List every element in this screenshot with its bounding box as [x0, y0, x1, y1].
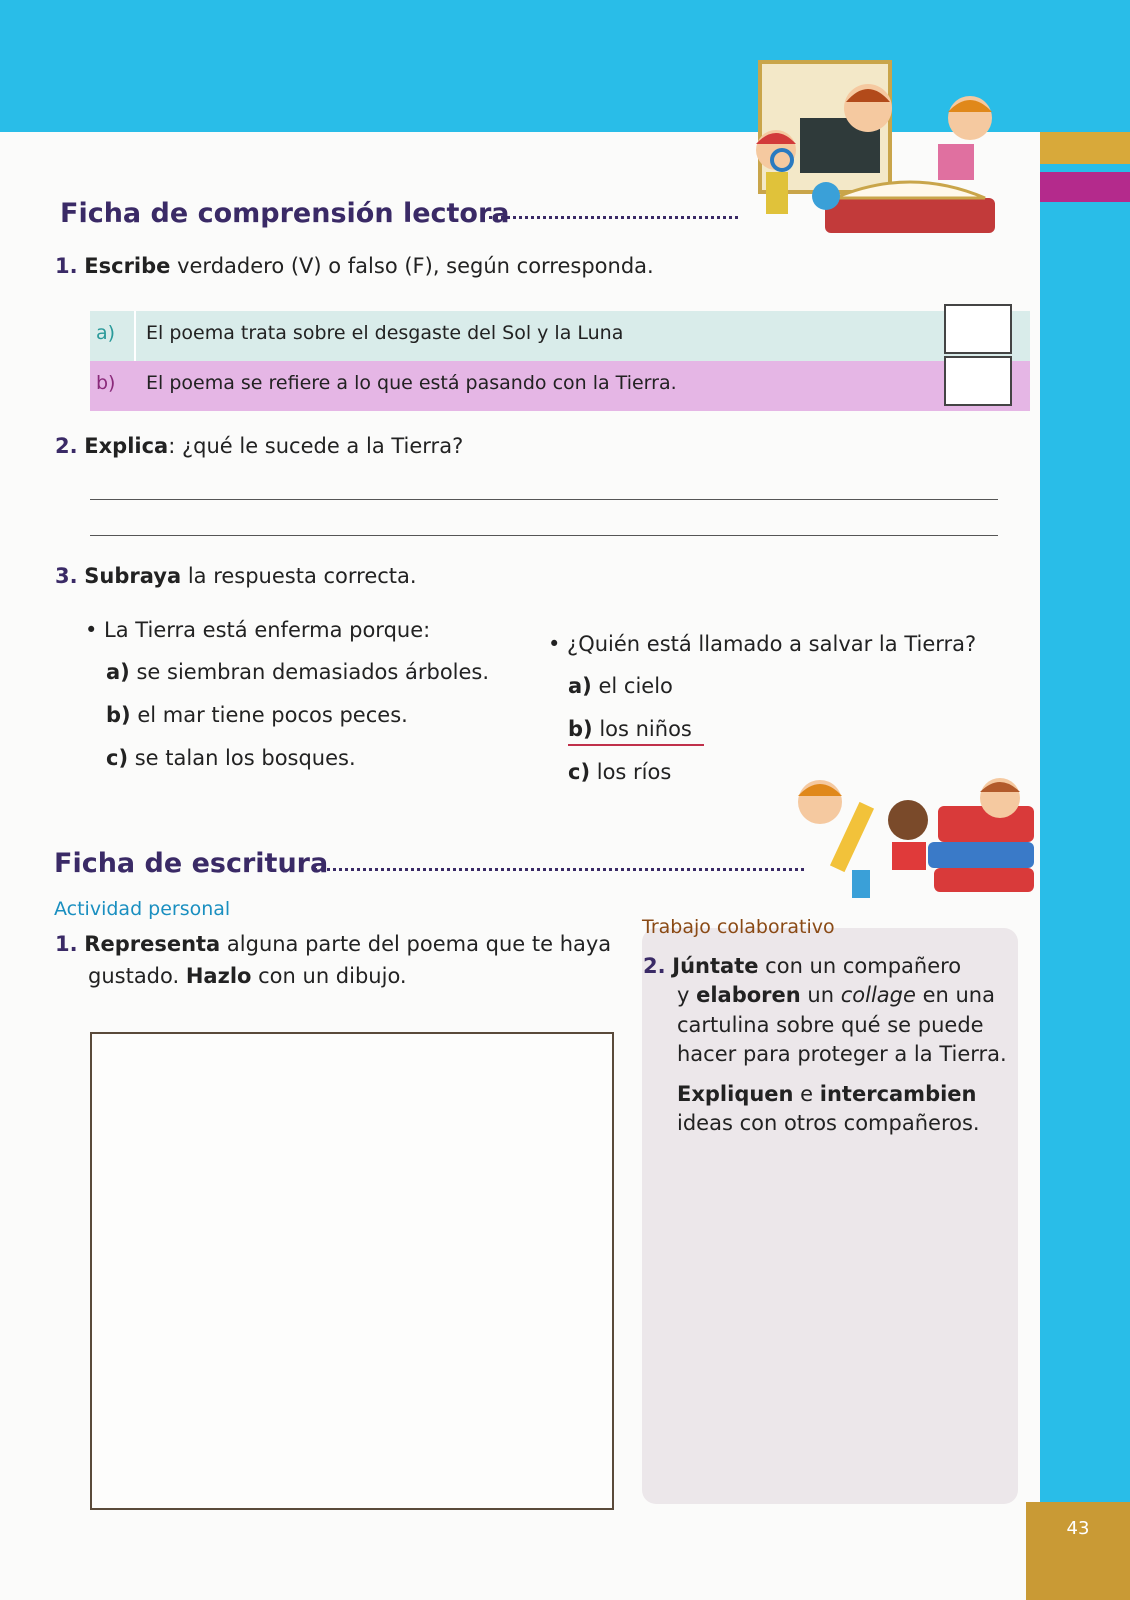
question-verb: Júntate: [672, 954, 759, 978]
option-prompt-right: • ¿Quién está llamado a salvar la Tierra?: [548, 632, 977, 656]
option-left-b: [106, 703, 408, 727]
section-tab-purple: [1040, 172, 1130, 202]
question-verb: Explica: [84, 434, 169, 458]
option-letter: c): [568, 760, 591, 784]
question-text: e: [793, 1081, 820, 1106]
children-with-books-and-pencil-illustration: [788, 772, 1040, 900]
option-text: el mar tiene pocos peces.: [137, 703, 408, 727]
page-number-tab: [1026, 1502, 1130, 1600]
right-margin-strip: [1040, 120, 1130, 1600]
question-3: [55, 562, 417, 591]
writing-question-1-cont: [88, 962, 407, 991]
section-title-escritura: Ficha de escritura: [54, 848, 329, 879]
section-tab-gold: [1040, 132, 1130, 164]
question-verb: elaboren: [696, 983, 801, 1008]
question-number: 3.: [55, 564, 78, 588]
question-number: 1.: [55, 254, 78, 278]
question-text: en una: [915, 983, 995, 1008]
collaborative-label: Trabajo colaborativo: [642, 916, 835, 938]
option-prompt-left: • La Tierra está enferma porque:: [85, 618, 431, 642]
writing-question-2: [643, 952, 1013, 1138]
option-text: los ríos: [596, 760, 672, 784]
question-verb: Hazlo: [185, 964, 252, 988]
question-text: y: [677, 983, 697, 1008]
option-text: el cielo: [598, 674, 673, 698]
statement-text: El poema se refiere a lo que está pasando con la Tierra.: [146, 372, 677, 394]
question-number: 2.: [55, 434, 78, 458]
question-text: alguna parte del poema que te haya: [220, 932, 612, 956]
drawing-box[interactable]: [90, 1032, 614, 1510]
statement-letter: a): [96, 322, 116, 344]
option-right-b: [568, 717, 692, 741]
question-text: con un compañero: [758, 954, 962, 978]
children-reading-books-illustration: [730, 48, 1030, 238]
question-verb: Escribe: [84, 254, 171, 278]
question-text: un: [800, 983, 841, 1008]
option-right-a: [568, 674, 673, 698]
option-left-c: [106, 746, 356, 770]
question-verb: Subraya: [84, 564, 182, 588]
answer-line[interactable]: [90, 499, 998, 500]
option-letter: c): [106, 746, 129, 770]
option-left-a: [106, 660, 489, 684]
activity-personal-label: Actividad personal: [54, 898, 231, 920]
statement-letter: b): [96, 372, 116, 394]
option-letter: a): [106, 660, 130, 684]
question-text: ideas con otros compañeros.: [677, 1110, 980, 1135]
option-letter: a): [568, 674, 592, 698]
option-right-c: [568, 760, 671, 784]
writing-question-1: [55, 930, 615, 959]
question-1: [55, 252, 654, 281]
option-text: se siembran demasiados árboles.: [136, 660, 490, 684]
question-text: verdadero (V) o falso (F), según corresponda.: [170, 254, 654, 278]
question-text-italic: collage: [840, 983, 916, 1008]
title-dotted-rule: [482, 216, 738, 219]
page-number: 43: [1066, 1518, 1090, 1539]
answer-box-b[interactable]: [944, 356, 1012, 406]
question-verb: intercambien: [819, 1081, 977, 1106]
question-text: con un dibujo.: [251, 964, 407, 988]
option-text: se talan los bosques.: [134, 746, 356, 770]
question-text: gustado.: [88, 964, 186, 988]
question-number: 1.: [55, 932, 78, 956]
title-dotted-rule: [314, 868, 804, 871]
question-text: : ¿qué le sucede a la Tierra?: [168, 434, 464, 458]
answer-line[interactable]: [90, 535, 998, 536]
option-letter: b): [568, 717, 593, 741]
statement-text: El poema trata sobre el desgaste del Sol y la Luna: [146, 322, 624, 344]
question-text: la respuesta correcta.: [181, 564, 417, 588]
question-verb: Expliquen: [677, 1081, 794, 1106]
question-2: [55, 432, 463, 461]
question-text: hacer para proteger a la Tierra.: [677, 1042, 1007, 1067]
option-text: los niños: [599, 717, 692, 741]
answer-underline: [568, 744, 704, 746]
answer-box-a[interactable]: [944, 304, 1012, 354]
option-letter: b): [106, 703, 131, 727]
section-title-comprension: Ficha de comprensión lectora: [60, 198, 510, 229]
question-number: 2.: [643, 954, 666, 978]
question-text: cartulina sobre qué se puede: [677, 1012, 984, 1037]
question-verb: Representa: [84, 932, 221, 956]
